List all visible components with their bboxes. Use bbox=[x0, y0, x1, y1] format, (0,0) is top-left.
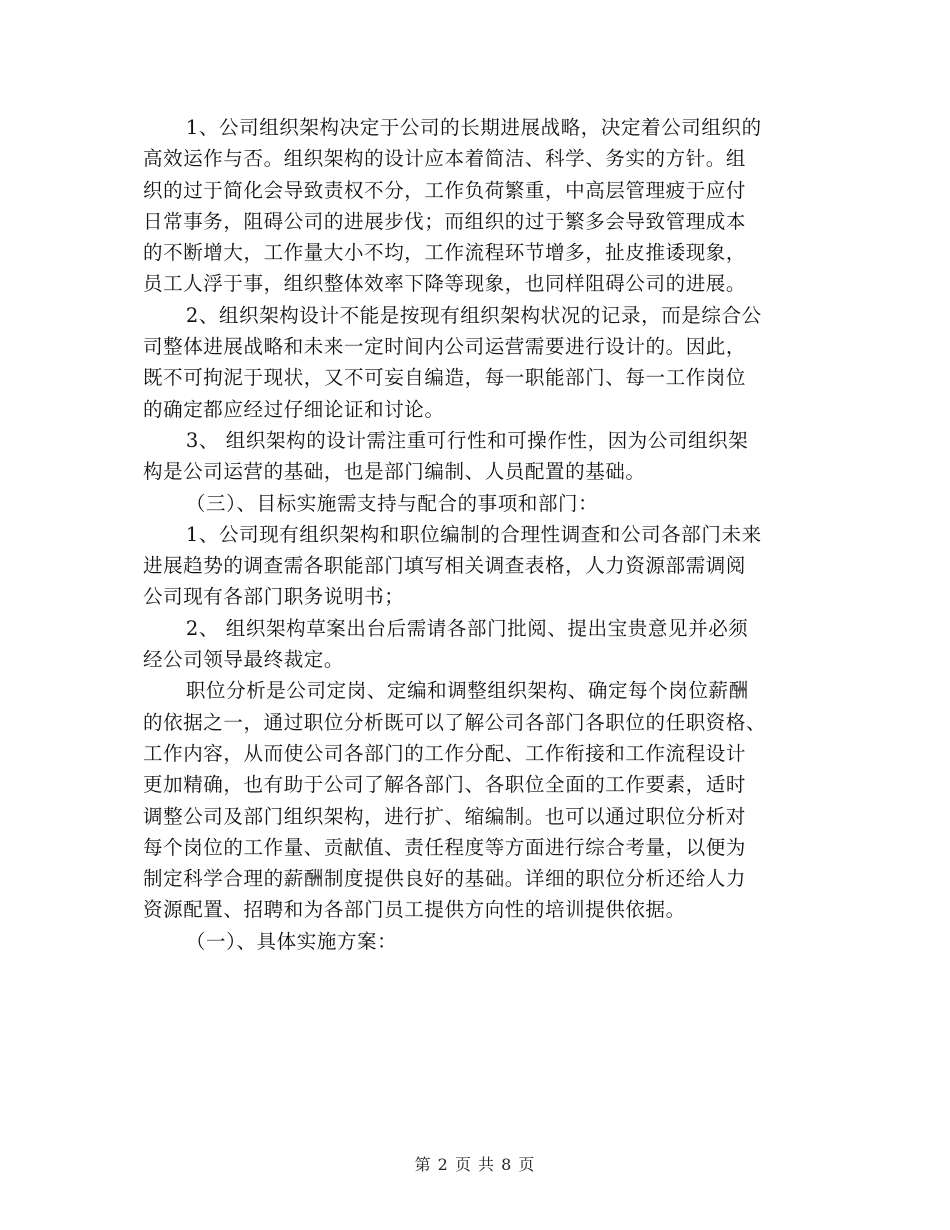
text-line: 调整公司及部门组织架构，进行扩、缩编制。也可以通过职位分析对 bbox=[143, 804, 747, 828]
text-line: 员工人浮于事，组织整体效率下降等现象，也同样阻碍公司的进展。 bbox=[143, 272, 747, 296]
text-line: 每个岗位的工作量、贡献值、责任程度等方面进行综合考量，以便为 bbox=[143, 835, 747, 859]
paragraph-3 bbox=[143, 425, 813, 488]
document-body bbox=[143, 112, 813, 957]
text-line: 1、公司现有组织架构和职位编制的合理性调查和公司各部门未来 bbox=[185, 522, 762, 546]
text-line: 高效运作与否。组织架构的设计应本着简洁、科学、务实的方针。组 bbox=[143, 147, 747, 171]
text-line: 进展趋势的调查需各职能部门填写相关调查表格，人力资源部需调阅 bbox=[143, 554, 747, 578]
page-number-footer: 第 2 页 共 8 页 bbox=[414, 1155, 536, 1174]
text-line: 2、组织架构设计不能是按现有组织架构状况的记录，而是综合公 bbox=[185, 303, 762, 327]
text-line: （一）、具体实施方案： bbox=[185, 929, 398, 953]
section-heading-3 bbox=[143, 488, 813, 519]
text-line: 的依据之一，通过职位分析既可以了解公司各部门各职位的任职资格、 bbox=[143, 710, 767, 734]
text-line: 的不断增大，工作量大小不均，工作流程环节增多，扯皮推诿现象， bbox=[143, 241, 747, 265]
text-line: 织的过于简化会导致责权不分，工作负荷繁重，中高层管理疲于应付 bbox=[143, 178, 747, 202]
text-line: 构是公司运营的基础，也是部门编制、人员配置的基础。 bbox=[143, 460, 646, 484]
paragraph-1 bbox=[143, 112, 813, 300]
text-line: 制定科学合理的薪酬制度提供良好的基础。详细的职位分析还给人力 bbox=[143, 867, 747, 891]
paragraph-6 bbox=[143, 675, 813, 925]
text-line: 公司现有各部门职务说明书； bbox=[143, 585, 405, 609]
text-line: 的确定都应经过仔细论证和讨论。 bbox=[143, 397, 445, 421]
text-line: 日常事务，阻碍公司的进展步伐；而组织的过于繁多会导致管理成本 bbox=[143, 209, 747, 233]
paragraph-4 bbox=[143, 519, 813, 613]
text-line: 司整体进展战略和未来一定时间内公司运营需要进行设计的。因此， bbox=[143, 335, 747, 359]
text-line: 经公司领导最终裁定。 bbox=[143, 648, 345, 672]
text-line: 3、 组织架构的设计需注重可行性和可操作性，因为公司组织架 bbox=[185, 428, 749, 452]
text-line: 更加精确，也有助于公司了解各部门、各职位全面的工作要素，适时 bbox=[143, 773, 747, 797]
text-line: 2、 组织架构草案出台后需请各部门批阅、提出宝贵意见并必须 bbox=[185, 616, 749, 640]
text-line: （三）、目标实施需支持与配合的事项和部门： bbox=[185, 491, 599, 515]
paragraph-2 bbox=[143, 300, 813, 425]
section-heading-1 bbox=[143, 926, 813, 957]
paragraph-5 bbox=[143, 613, 813, 676]
text-line: 工作内容，从而使公司各部门的工作分配、工作衔接和工作流程设计 bbox=[143, 741, 747, 765]
text-line: 职位分析是公司定岗、定编和调整组织架构、确定每个岗位薪酬 bbox=[185, 679, 749, 703]
text-line: 既不可拘泥于现状，又不可妄自编造，每一职能部门、每一工作岗位 bbox=[143, 366, 747, 390]
text-line: 1、公司组织架构决定于公司的长期进展战略，决定着公司组织的 bbox=[185, 116, 762, 139]
text-line: 资源配置、招聘和为各部门员工提供方向性的培训提供依据。 bbox=[143, 898, 686, 922]
